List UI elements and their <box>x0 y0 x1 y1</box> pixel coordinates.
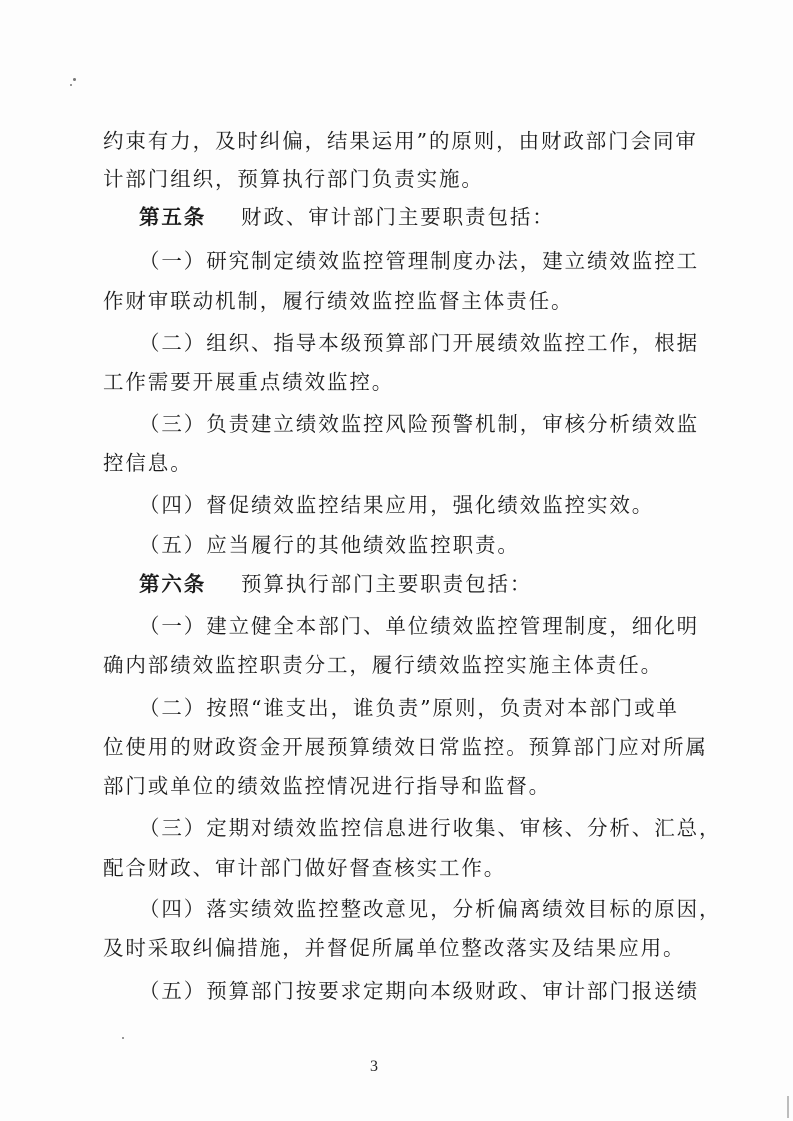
text-line <box>103 936 685 960</box>
text-line <box>103 856 506 880</box>
line-text: 配合财政、审计部门做好督查核实工作。 <box>103 856 507 880</box>
text-line <box>139 412 699 436</box>
scan-speck <box>70 84 72 86</box>
line-text: 位使用的财政资金开展预算绩效日常监控。预算部门应对所属 <box>103 735 708 759</box>
text-line <box>139 493 654 517</box>
line-text: （一）研究制定绩效监控管理制度办法，建立绩效监控工 <box>139 249 699 273</box>
line-text: 及时采取纠偏措施，并督促所属单位整改落实及结果应用。 <box>103 936 686 960</box>
line-text: 约束有力，及时纠偏，结果运用”的原则，由财政部门会同审 <box>103 129 698 153</box>
page-number: 3 <box>370 1058 378 1075</box>
line-text: 工作需要开展重点绩效监控。 <box>103 370 395 394</box>
article-heading-line <box>139 572 532 596</box>
line-text: （二）按照“谁支出，谁负责”原则，负责对本部门或单 <box>139 696 679 720</box>
line-text: （五）预算部门按要求定期向本级财政、审计部门报送绩 <box>139 979 699 1003</box>
text-line <box>139 897 721 921</box>
text-line <box>103 129 698 153</box>
text-line <box>103 289 573 313</box>
text-line <box>103 451 193 475</box>
text-line <box>139 331 699 355</box>
text-line <box>103 774 551 798</box>
article-heading-line <box>139 205 555 229</box>
line-text: 确内部绩效监控职责分工，履行绩效监控实施主体责任。 <box>103 653 663 677</box>
text-line <box>139 249 699 273</box>
line-text: 控信息。 <box>103 451 193 475</box>
text-line <box>103 653 663 677</box>
line-text: 财政、审计部门主要职责包括： <box>241 205 555 229</box>
text-line <box>139 696 679 720</box>
article-heading: 第五条 <box>139 205 207 229</box>
scan-speck <box>122 1037 124 1039</box>
line-text: （四）落实绩效监控整改意见，分析偏离绩效目标的原因， <box>139 897 722 921</box>
line-text: 部门或单位的绩效监控情况进行指导和监督。 <box>103 774 551 798</box>
text-line <box>139 979 699 1003</box>
text-line <box>139 614 699 638</box>
line-text: （三）定期对绩效监控信息进行收集、审核、分析、汇总， <box>139 816 722 840</box>
line-text: （一）建立健全本部门、单位绩效监控管理制度，细化明 <box>139 614 699 638</box>
line-text: （五）应当履行的其他绩效监控职责。 <box>139 533 520 557</box>
line-text: 预算执行部门主要职责包括： <box>241 572 533 596</box>
text-line <box>139 533 520 557</box>
scan-edge-mark <box>787 1096 789 1118</box>
text-line <box>103 735 708 759</box>
text-line <box>103 370 394 394</box>
line-text: （二）组织、指导本级预算部门开展绩效监控工作，根据 <box>139 331 699 355</box>
text-line <box>139 816 721 840</box>
line-text: （三）负责建立绩效监控风险预警机制，审核分析绩效监 <box>139 412 699 436</box>
line-text: （四）督促绩效监控结果应用，强化绩效监控实效。 <box>139 493 655 517</box>
text-line <box>103 167 484 191</box>
scan-speck <box>73 78 76 81</box>
line-text: 作财审联动机制，履行绩效监控监督主体责任。 <box>103 289 574 313</box>
article-heading: 第六条 <box>139 572 207 596</box>
line-text: 计部门组织，预算执行部门负责实施。 <box>103 167 484 191</box>
